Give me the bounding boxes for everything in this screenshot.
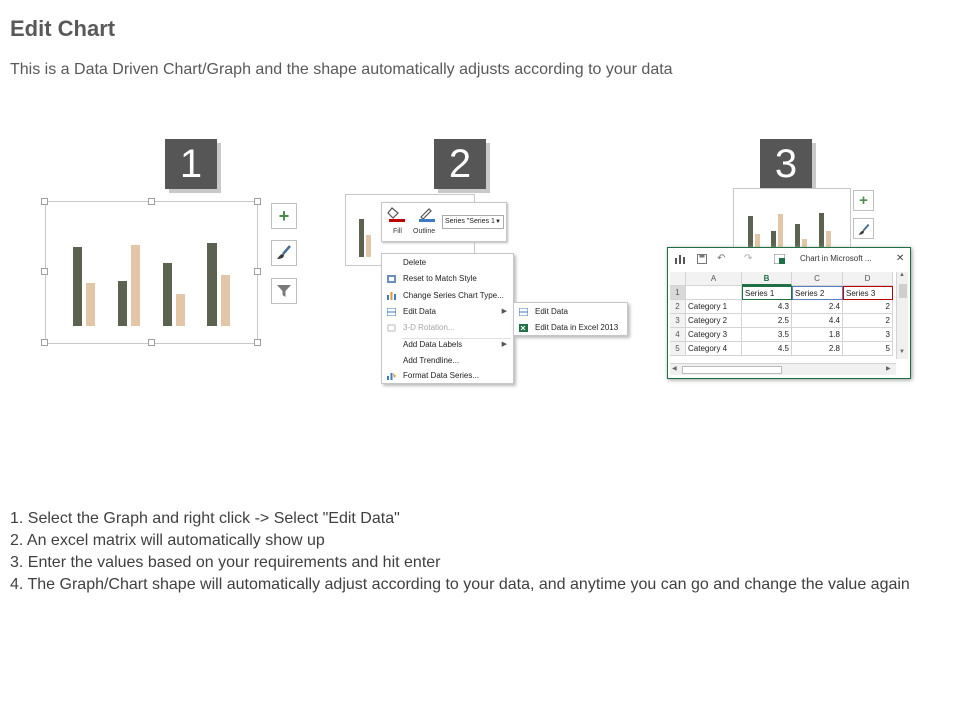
table-cell[interactable]: 1.8 <box>792 328 843 342</box>
add-chart-element-button[interactable] <box>853 190 874 211</box>
undo-icon[interactable]: ↶ <box>717 253 726 264</box>
chart-bar[interactable] <box>819 213 824 248</box>
menu-item-label: Edit Data <box>535 307 568 316</box>
table-cell[interactable]: 3 <box>843 328 893 342</box>
row-header[interactable]: 5 <box>670 342 686 356</box>
chart-bar[interactable] <box>755 234 760 248</box>
paintbrush-icon <box>275 244 293 262</box>
chart-bar[interactable] <box>176 294 185 326</box>
table-cell[interactable]: 4.3 <box>742 300 792 314</box>
chart-bar[interactable] <box>86 283 95 326</box>
horizontal-scrollbar[interactable] <box>670 363 896 375</box>
corner-cell[interactable] <box>670 272 686 286</box>
scrollbar-thumb[interactable] <box>682 366 782 374</box>
chart-styles-button[interactable] <box>271 240 297 266</box>
series-select[interactable] <box>442 215 504 229</box>
table-cell[interactable]: Series 1 <box>742 286 792 300</box>
step-number-3: 3 <box>760 139 812 189</box>
scrollbar-thumb[interactable] <box>899 284 907 298</box>
chevron-down-icon: ▼ <box>495 219 501 225</box>
resize-handle[interactable] <box>41 198 48 205</box>
submenu-item-edit-data[interactable] <box>514 304 627 320</box>
chart-bar[interactable] <box>163 263 172 326</box>
chart-bar[interactable] <box>131 245 140 326</box>
edit-data-icon <box>387 308 396 316</box>
chart-type-icon <box>387 292 396 300</box>
column-header[interactable]: C <box>792 272 843 286</box>
step-number-2: 2 <box>434 139 486 189</box>
scroll-right-icon[interactable]: ▶ <box>886 366 891 372</box>
plus-icon: + <box>859 192 868 209</box>
resize-handle[interactable] <box>41 268 48 275</box>
column-header[interactable]: A <box>686 272 742 286</box>
menu-item-label: Edit Data in Excel 2013 <box>535 323 619 332</box>
table-cell[interactable]: Series 3 <box>843 286 893 300</box>
column-header[interactable]: B <box>742 272 792 286</box>
menu-item-label: Reset to Match Style <box>403 274 477 283</box>
resize-handle[interactable] <box>254 268 261 275</box>
redo-icon[interactable]: ↷ <box>744 253 753 264</box>
instruction-step-1: 1. Select the Graph and right click -> Select "Edit Data" <box>10 510 400 527</box>
table-cell[interactable]: 2.5 <box>742 314 792 328</box>
edit-data-icon <box>519 308 528 316</box>
scroll-left-icon[interactable]: ◀ <box>672 366 677 372</box>
table-cell[interactable]: 3.5 <box>742 328 792 342</box>
menu-item-label: Add Data Labels <box>403 340 463 349</box>
menu-item-label: Format Data Series... <box>403 371 480 380</box>
submenu-arrow-icon: ▶ <box>501 308 507 315</box>
table-cell[interactable]: Series 2 <box>792 286 843 300</box>
table-cell[interactable]: Category 1 <box>686 300 742 314</box>
excel-icon <box>519 324 528 332</box>
chart-bar[interactable] <box>771 231 776 248</box>
menu-item-change-chart-type[interactable] <box>382 288 513 304</box>
window-title: Chart in Microsoft ... <box>800 254 872 263</box>
submenu-arrow-icon: ▶ <box>501 341 507 348</box>
excel-titlebar <box>668 248 910 269</box>
menu-item-add-trendline[interactable] <box>382 353 513 369</box>
excel-window <box>667 247 911 379</box>
chart-bar[interactable] <box>826 231 831 248</box>
chart-bar[interactable] <box>359 219 364 257</box>
table-cell[interactable]: Category 4 <box>686 342 742 356</box>
menu-item-label: Add Trendline... <box>403 356 460 365</box>
row-header[interactable]: 4 <box>670 328 686 342</box>
page-subtitle: This is a Data Driven Chart/Graph and the shape automatically adjusts according to your data <box>10 61 673 78</box>
instruction-step-3: 3. Enter the values based on your requirements and hit enter <box>10 554 441 571</box>
menu-item-reset-style[interactable] <box>382 271 513 287</box>
plus-icon: + <box>278 206 290 226</box>
fill-bucket-icon[interactable] <box>387 206 407 222</box>
vertical-scrollbar[interactable] <box>896 272 908 359</box>
series-select-value: Series "Series 1 <box>445 218 495 225</box>
chart-bar[interactable] <box>207 243 217 326</box>
chart-bar[interactable] <box>748 216 753 248</box>
reset-style-icon <box>387 275 396 283</box>
row-header[interactable]: 3 <box>670 314 686 328</box>
table-cell[interactable]: Category 3 <box>686 328 742 342</box>
table-cell[interactable]: 2 <box>843 300 893 314</box>
column-header[interactable]: D <box>843 272 893 286</box>
table-cell[interactable]: 2 <box>843 314 893 328</box>
menu-item-3d-rotation[interactable] <box>382 320 513 336</box>
menu-item-add-data-labels[interactable] <box>382 337 513 353</box>
row-header[interactable]: 1 <box>670 286 686 300</box>
add-chart-element-button[interactable] <box>271 203 297 229</box>
menu-item-label: Edit Data <box>403 307 436 316</box>
table-cell[interactable]: 5 <box>843 342 893 356</box>
rotation-icon <box>387 324 396 332</box>
table-cell[interactable]: Category 2 <box>686 314 742 328</box>
chart-bar[interactable] <box>73 247 82 326</box>
menu-item-delete[interactable] <box>382 255 513 271</box>
instruction-step-4: 4. The Graph/Chart shape will automatically adjust according to your data, and anytime you can go and change the value again <box>10 576 910 593</box>
resize-handle[interactable] <box>148 339 155 346</box>
save-icon[interactable] <box>697 254 707 264</box>
chart-bar[interactable] <box>778 214 783 248</box>
fill-label[interactable]: Fill <box>393 228 402 235</box>
resize-handle[interactable] <box>254 339 261 346</box>
table-cell[interactable]: 2.4 <box>792 300 843 314</box>
scroll-down-icon[interactable]: ▼ <box>899 349 905 355</box>
menu-item-label: Change Series Chart Type... <box>403 291 504 300</box>
chart-filters-button[interactable] <box>271 278 297 304</box>
edit-data-submenu <box>513 302 628 336</box>
table-cell[interactable]: 2.8 <box>792 342 843 356</box>
context-menu <box>381 253 514 384</box>
chart-bar[interactable] <box>366 235 371 257</box>
page-title: Edit Chart <box>10 16 116 41</box>
filter-icon <box>275 282 293 300</box>
format-series-icon <box>387 372 396 380</box>
excel-icon[interactable] <box>774 254 785 264</box>
paintbrush-icon <box>857 223 871 237</box>
step-number-1: 1 <box>165 139 217 189</box>
table-cell[interactable]: 4.5 <box>742 342 792 356</box>
instruction-step-2: 2. An excel matrix will automatically show up <box>10 532 325 549</box>
chart-styles-button[interactable] <box>853 218 874 239</box>
chart-bar[interactable] <box>221 275 230 326</box>
resize-handle[interactable] <box>254 198 261 205</box>
menu-item-label: 3-D Rotation... <box>403 323 455 332</box>
menu-item-format-data-series[interactable] <box>382 368 513 384</box>
chart-bar[interactable] <box>118 281 127 326</box>
chart-bar[interactable] <box>795 224 800 248</box>
menu-item-edit-data[interactable] <box>382 304 513 320</box>
table-cell[interactable] <box>686 286 742 300</box>
submenu-item-edit-in-excel[interactable] <box>514 320 627 336</box>
resize-handle[interactable] <box>148 198 155 205</box>
table-cell[interactable]: 4.4 <box>792 314 843 328</box>
outline-label[interactable]: Outline <box>413 228 436 235</box>
mini-toolbar <box>381 202 507 242</box>
chart-icon <box>675 254 685 264</box>
menu-item-label: Delete <box>403 258 427 267</box>
scroll-up-icon[interactable]: ▲ <box>899 272 905 278</box>
resize-handle[interactable] <box>41 339 48 346</box>
row-header[interactable]: 2 <box>670 300 686 314</box>
close-icon[interactable]: ✕ <box>896 253 905 264</box>
outline-pen-icon[interactable] <box>417 206 437 222</box>
